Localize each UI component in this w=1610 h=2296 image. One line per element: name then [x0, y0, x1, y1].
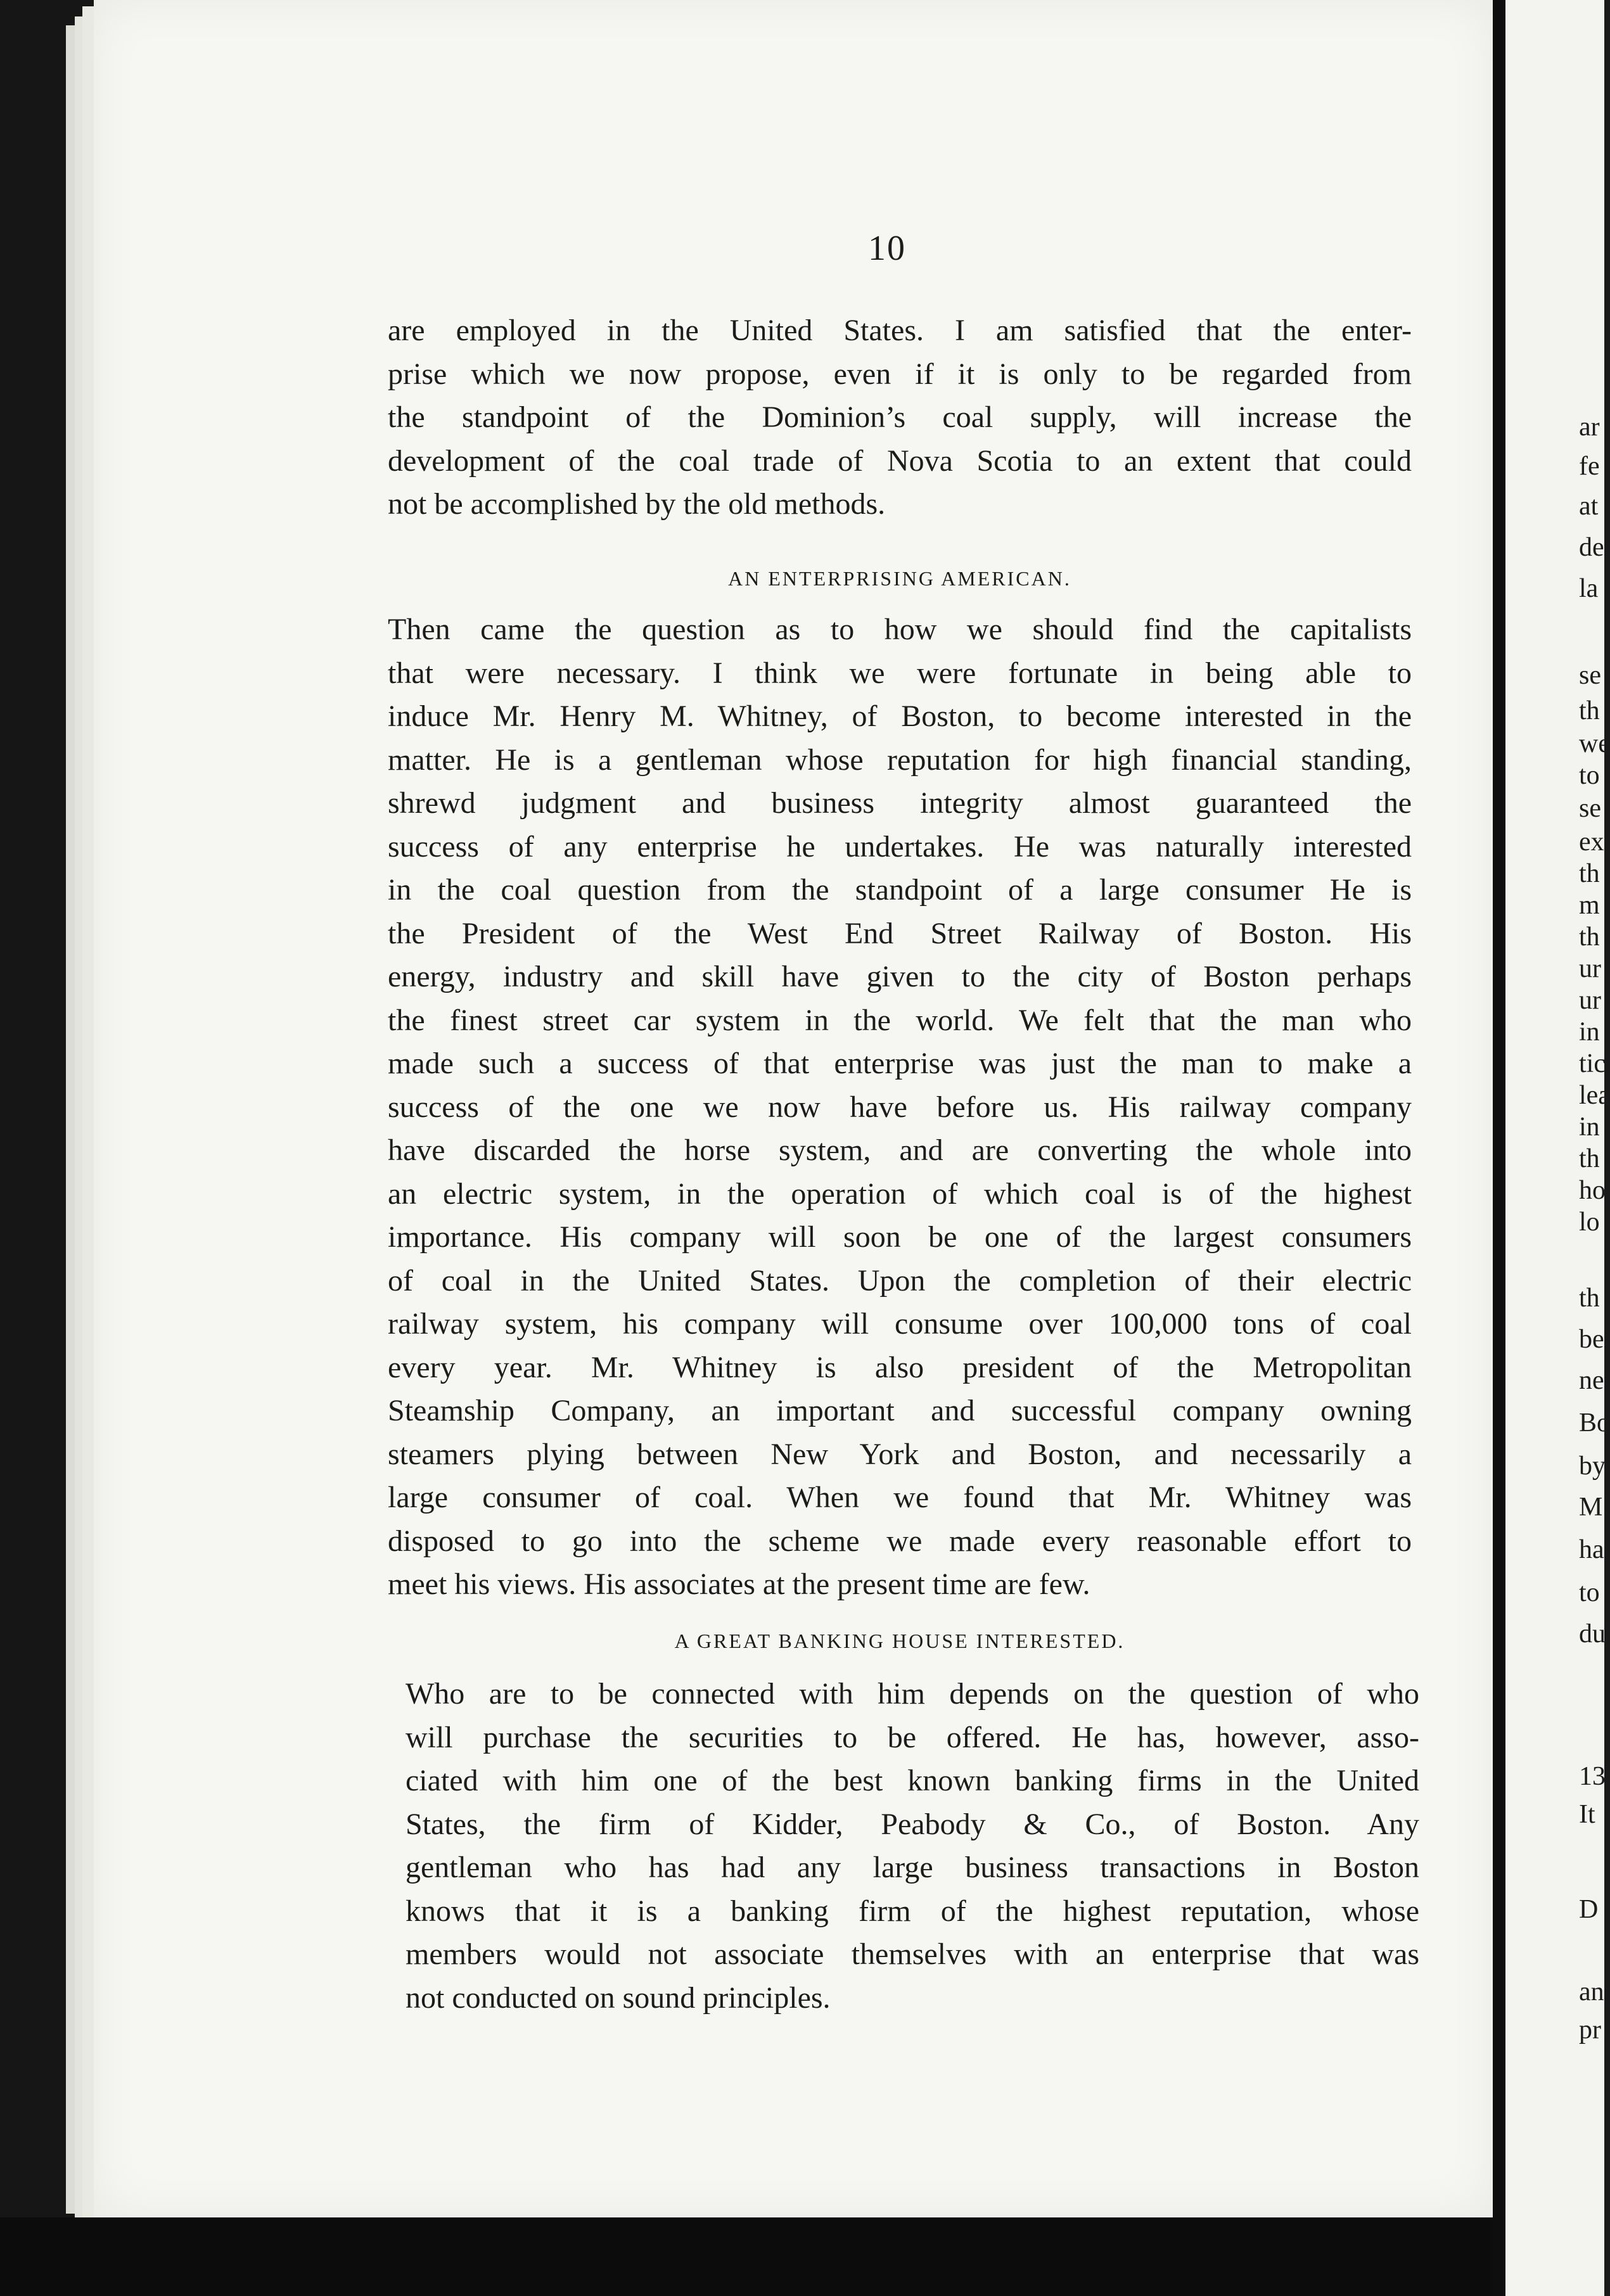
paragraph-3	[406, 1673, 1419, 2020]
facing-page-fragment: ha	[1579, 1535, 1604, 1564]
text-line: matter. He is a gentleman whose reputation for high financial standing,	[388, 743, 1412, 777]
facing-page-fragment: ho	[1579, 1176, 1606, 1205]
facing-page-fragment: se	[1579, 661, 1601, 690]
text-line: success of the one we now have before us. His railway company	[388, 1090, 1412, 1124]
text-line: in the coal question from the standpoint of a large consumer He is	[388, 873, 1412, 907]
facing-page-fragment: ex	[1579, 827, 1604, 857]
text-line: will purchase the securities to be offered. He has, however, asso-	[406, 1720, 1419, 1754]
facing-page-fragment: in	[1579, 1017, 1600, 1047]
facing-page-fragment: th	[1579, 922, 1600, 952]
facing-page-fragment: we	[1579, 729, 1610, 758]
text-line: are employed in the United States. I am satisfied that the enter-	[388, 314, 1412, 347]
text-line: induce Mr. Henry M. Whitney, of Boston, to become interested in the	[388, 699, 1412, 733]
text-line: the finest street car system in the world. We felt that the man who	[388, 1003, 1412, 1037]
facing-page-fragment: M	[1579, 1493, 1603, 1522]
facing-page-fragment: Bo	[1579, 1408, 1610, 1438]
facing-page-fragment: in	[1579, 1113, 1600, 1142]
facing-page-fragment: by	[1579, 1451, 1606, 1481]
text-line: not conducted on sound principles.	[406, 1980, 831, 2015]
facing-page-fragment: th	[1579, 1284, 1600, 1313]
text-line: Steamship Company, an important and successful company owning	[388, 1394, 1412, 1427]
text-line: importance. His company will soon be one of the largest consumers	[388, 1220, 1412, 1254]
facing-page-fragment: pr	[1579, 2015, 1601, 2044]
facing-page-fragment: ar	[1579, 412, 1600, 442]
text-line: the President of the West End Street Railway of Boston. His	[388, 916, 1412, 950]
facing-page-fragment: la	[1579, 574, 1599, 603]
text-line: every year. Mr. Whitney is also president of the Metropolitan	[388, 1350, 1412, 1384]
facing-page-fragment: ne	[1579, 1366, 1604, 1395]
facing-page-fragment: at	[1579, 492, 1599, 521]
facing-page-fragment: th	[1579, 859, 1600, 888]
text-line: ciated with him one of the best known banking firms in the United	[406, 1764, 1419, 1797]
facing-page-fragment: m	[1579, 891, 1600, 920]
facing-page-fragment: du	[1579, 1619, 1606, 1649]
facing-page-fragment: th	[1579, 1144, 1600, 1173]
facing-page-fragment: to	[1579, 761, 1600, 790]
text-line: States, the firm of Kidder, Peabody & Co., of Boston. Any	[406, 1807, 1419, 1841]
facing-page-fragment: be	[1579, 1325, 1604, 1354]
text-line: large consumer of coal. When we found that Mr. Whitney was	[388, 1481, 1412, 1514]
text-line: shrewd judgment and business integrity almost guaranteed the	[388, 786, 1412, 820]
text-line: an electric system, in the operation of which coal is of the highest	[388, 1177, 1412, 1211]
facing-page-fragment: an	[1579, 1977, 1604, 2006]
scan-bottom-border	[0, 2217, 1493, 2296]
book-gutter	[1493, 0, 1505, 2296]
section-heading-banking-house: A GREAT BANKING HOUSE INTERESTED.	[674, 1630, 1125, 1652]
text-line: Then came the question as to how we should find the capitalists	[388, 613, 1412, 646]
facing-page-fragment: ur	[1579, 986, 1601, 1015]
text-line: gentleman who has had any large business transactions in Boston	[406, 1851, 1419, 1884]
facing-page-fragment: fe	[1579, 452, 1600, 481]
facing-page-fragment: to	[1579, 1578, 1600, 1607]
facing-page-fragment: ur	[1579, 954, 1601, 983]
text-line: have discarded the horse system, and are converting the whole into	[388, 1133, 1412, 1167]
text-line: that were necessary. I think we were fortunate in being able to	[388, 656, 1412, 690]
text-line: knows that it is a banking firm of the highest reputation, whose	[406, 1894, 1419, 1928]
text-line: members would not associate themselves with an enterprise that was	[406, 1937, 1419, 1971]
text-line: success of any enterprise he undertakes. He was naturally interested	[388, 829, 1412, 864]
facing-page-fragment: th	[1579, 696, 1600, 725]
paragraph-1	[388, 309, 1412, 526]
facing-page-fragment: lo	[1579, 1208, 1600, 1237]
facing-page-fragment: tic	[1579, 1049, 1606, 1078]
paragraph-2	[388, 608, 1412, 1607]
facing-page-fragment: de	[1579, 533, 1604, 562]
text-line: steamers plying between New York and Boston, and necessarily a	[388, 1437, 1412, 1471]
text-line: railway system, his company will consume over 100,000 tons of coal	[388, 1307, 1412, 1341]
text-line: prise which we now propose, even if it is only to be regarded from	[388, 357, 1412, 391]
text-line: not be accomplished by the old methods.	[388, 487, 886, 521]
text-line: Who are to be connected with him depends on the question of who	[406, 1677, 1419, 1711]
text-line: development of the coal trade of Nova Scotia to an extent that could	[388, 443, 1412, 478]
facing-page-fragment: lea	[1579, 1081, 1610, 1110]
text-line: disposed to go into the scheme we made every reasonable effort to	[388, 1524, 1412, 1558]
facing-page-fragment: se	[1579, 794, 1601, 823]
text-line: meet his views. His associates at the present time are few.	[388, 1567, 1090, 1601]
text-line: energy, industry and skill have given to the city of Boston perhaps	[388, 960, 1412, 993]
section-heading-enterprising-american: AN ENTERPRISING AMERICAN.	[728, 567, 1071, 590]
page-number: 10	[868, 229, 906, 268]
text-line: of coal in the United States. Upon the completion of their electric	[388, 1263, 1412, 1298]
text-line: made such a success of that enterprise was just the man to make a	[388, 1047, 1412, 1080]
facing-page-fragment: It	[1579, 1800, 1595, 1829]
text-line: the standpoint of the Dominion’s coal supply, will increase the	[388, 400, 1412, 434]
facing-page-fragment: D	[1579, 1895, 1599, 1924]
facing-page-fragment: 13	[1579, 1762, 1606, 1791]
